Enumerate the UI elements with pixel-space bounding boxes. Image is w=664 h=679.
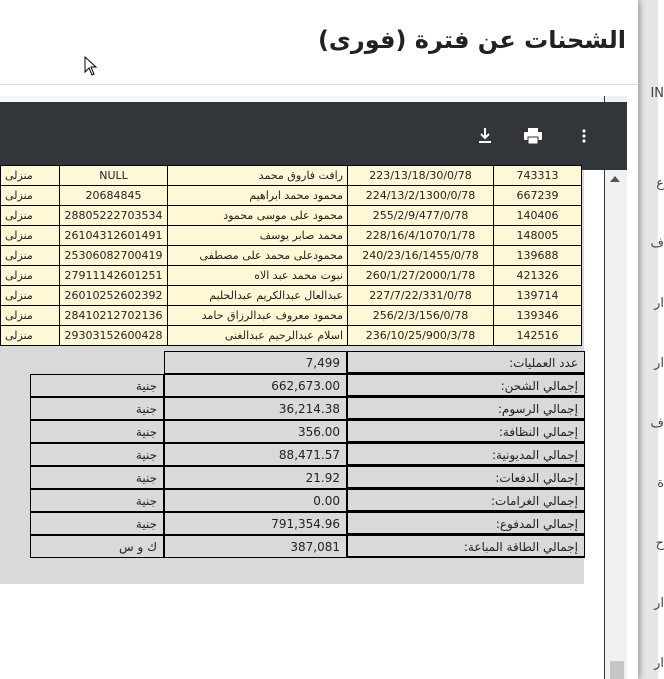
dialog-header-divider — [0, 84, 638, 85]
cell-national-id: 28410212702136 — [60, 306, 168, 326]
background-text-fragment: ع — [656, 176, 664, 191]
cell-number: 421326 — [494, 266, 582, 286]
background-page-strip — [638, 0, 664, 679]
cell-national-id: 20684845 — [60, 186, 168, 206]
summary-value: 0.00 — [164, 489, 347, 512]
background-text-fragment: ف — [650, 236, 664, 251]
cell-code: 255/2/9/477/0/78 — [348, 206, 494, 226]
cell-national-id: 28805222703534 — [60, 206, 168, 226]
cell-number: 148005 — [494, 226, 582, 246]
cell-number: 142516 — [494, 326, 582, 346]
cell-code: 256/2/3/156/0/78 — [348, 306, 494, 326]
cell-number: 139346 — [494, 306, 582, 326]
cell-type: منزلى — [1, 206, 60, 226]
cell-code: 227/7/22/331/0/78 — [348, 286, 494, 306]
summary-label: إجمالي الطاقة المباعة: — [347, 535, 585, 558]
summary-label: إجمالي الشحن: — [347, 374, 585, 397]
summary-value: 21.92 — [164, 466, 347, 489]
background-text-fragment: ح — [655, 536, 664, 551]
background-text-fragment: ار — [654, 656, 664, 671]
summary-label: إجمالي النظافة: — [347, 420, 585, 443]
summary-value: 791,354.96 — [164, 512, 347, 535]
cell-name: نبوت محمد عبد الاه — [168, 266, 348, 286]
background-text-fragment: ار — [654, 596, 664, 611]
report-page — [0, 170, 604, 679]
cell-type: منزلى — [1, 306, 60, 326]
cell-type: منزلى — [1, 246, 60, 266]
cell-name: محمود على موسى محمود — [168, 206, 348, 226]
cell-name: عبدالعال عبدالكريم عبدالحليم — [168, 286, 348, 306]
cell-national-id: 26010252602392 — [60, 286, 168, 306]
cell-name: اسلام عبدالرحيم عبدالغنى — [168, 326, 348, 346]
cell-code: 223/13/18/30/0/78 — [348, 166, 494, 186]
background-text-fragment: ف — [650, 416, 664, 431]
cell-number: 743313 — [494, 166, 582, 186]
summary-value: 88,471.57 — [164, 443, 347, 466]
viewer-scrollbar[interactable] — [604, 96, 627, 679]
cell-number: 139714 — [494, 286, 582, 306]
cell-name: محمود محمد ابراهيم — [168, 186, 348, 206]
scroll-up-arrow-icon[interactable] — [610, 176, 620, 182]
scroll-thumb[interactable] — [610, 661, 624, 679]
cell-type: منزلى — [1, 226, 60, 246]
summary-unit: ك و س — [30, 535, 164, 558]
summary-unit: جنية — [30, 420, 164, 443]
cell-type: منزلى — [1, 326, 60, 346]
summary-block — [0, 170, 584, 584]
cell-code: 240/23/16/1455/0/78 — [348, 246, 494, 266]
background-text-fragment: ة — [657, 476, 664, 491]
cell-code: 236/10/25/900/3/78 — [348, 326, 494, 346]
background-text-fragment: ار — [654, 296, 664, 311]
cell-national-id: 27911142601251 — [60, 266, 168, 286]
summary-label: إجمالي المدفوع: — [347, 512, 585, 535]
summary-label: إجمالي الدفعات: — [347, 466, 585, 489]
cell-name: رافت فاروق محمد — [168, 166, 348, 186]
summary-label: عدد العمليات: — [347, 351, 585, 374]
cell-type: منزلى — [1, 186, 60, 206]
summary-value: 36,214.38 — [164, 397, 347, 420]
cell-code: 260/1/27/2000/1/78 — [348, 266, 494, 286]
summary-value: 662,673.00 — [164, 374, 347, 397]
summary-unit: جنية — [30, 374, 164, 397]
cell-name: محمودعلى محمد على مصطفى — [168, 246, 348, 266]
summary-unit: جنية — [30, 443, 164, 466]
report-sheet — [0, 170, 584, 584]
cell-national-id: 26104312601491 — [60, 226, 168, 246]
cell-code: 224/13/2/1300/0/78 — [348, 186, 494, 206]
download-icon[interactable] — [478, 126, 492, 146]
mouse-cursor-icon — [84, 56, 98, 76]
summary-value: 356.00 — [164, 420, 347, 443]
dialog-title: الشحنات عن فترة (فورى) — [317, 26, 626, 54]
background-text-fragment: ار — [654, 356, 664, 371]
viewer-toolbar — [0, 102, 627, 170]
summary-label: إجمالي الرسوم: — [347, 397, 585, 420]
print-icon[interactable] — [523, 126, 543, 146]
summary-value: 7,499 — [164, 351, 347, 374]
cell-national-id: NULL — [60, 166, 168, 186]
background-text-fragment: IN — [650, 86, 664, 101]
cell-type: منزلى — [1, 266, 60, 286]
cell-national-id: 29303152600428 — [60, 326, 168, 346]
summary-unit: جنية — [30, 397, 164, 420]
cell-name: محمود معروف عبدالرزاق حامد — [168, 306, 348, 326]
summary-unit: جنية — [30, 489, 164, 512]
cell-number: 139688 — [494, 246, 582, 266]
cell-national-id: 25306082700419 — [60, 246, 168, 266]
more-vert-icon[interactable] — [581, 126, 587, 146]
summary-unit: جنية — [30, 466, 164, 489]
cell-type: منزلى — [1, 286, 60, 306]
cell-number: 140406 — [494, 206, 582, 226]
cell-code: 228/16/4/1070/1/78 — [348, 226, 494, 246]
cell-type: منزلى — [1, 166, 60, 186]
summary-value: 387,081 — [164, 535, 347, 558]
summary-unit: جنية — [30, 512, 164, 535]
cell-name: محمد صابر يوسف — [168, 226, 348, 246]
summary-label: إجمالي الغرامات: — [347, 489, 585, 512]
summary-label: إجمالي المديونية: — [347, 443, 585, 466]
cell-number: 667239 — [494, 186, 582, 206]
